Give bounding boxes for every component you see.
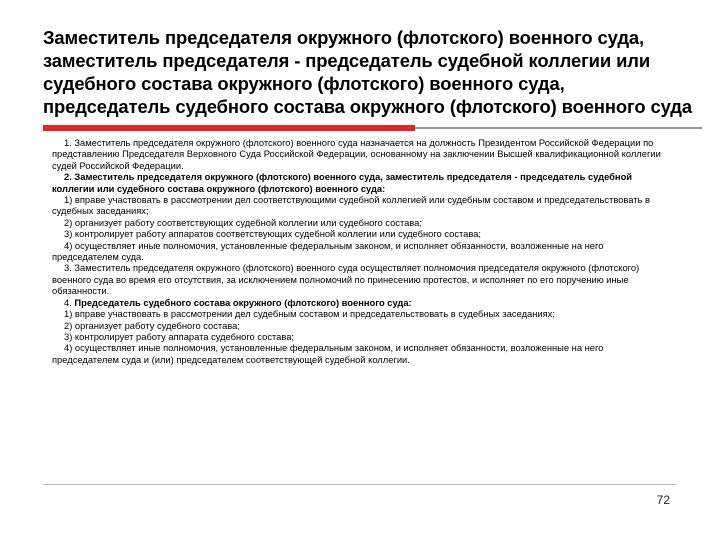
slide-body	[52, 138, 668, 366]
list-item: 2) организует работу судебного состава;	[64, 320, 240, 331]
title-line: судебного состава окружного (флотского) военного суда,	[43, 73, 565, 94]
paragraph-4	[52, 298, 668, 309]
title-line: заместитель председателя - председатель судебной коллегии или	[43, 50, 651, 71]
list-item: 4) осуществляет иные полномочия, установленные федеральным законом, и исполняет обязанности, возложенные на него председателем суда и (или) председателем соответствующей судебной коллегии.	[52, 343, 604, 365]
paragraph-2: 2. Заместитель председателя окружного (флотского) военного суда, заместитель председателя - председатель судебной коллегии или судебного состава окружного (флотского) военного суда:	[52, 172, 633, 194]
paragraph-4-number: 4.	[64, 297, 75, 308]
list-item: 4) осуществляет иные полномочия, установленные федеральным законом, и исполняет обязанности, возложенные на него председателем суда.	[52, 240, 604, 263]
footer-divider	[43, 484, 676, 485]
paragraph-4-heading: Председатель судебного состава окружного (флотского) военного суда:	[74, 297, 412, 308]
accent-rule-red	[43, 125, 415, 131]
page-number: 72	[656, 493, 670, 507]
list-item: 3) контролирует работу аппарата судебного состава;	[64, 331, 295, 342]
accent-rule-gray	[415, 127, 702, 129]
list-item: 1) вправе участвовать в рассмотрении дел соответствующими судебной коллегией или судебным составом и председательствовать в судебных заседаниях;	[52, 195, 650, 217]
list-item: 1) вправе участвовать в рассмотрении дел судебным составом и председательствовать в судебных заседаниях;	[64, 309, 555, 320]
paragraph-1: 1. Заместитель председателя окружного (флотского) военного суда назначается на должность Президентом Российской Федерации по представлению Председателя Верховного Суда Российской Федерации, основанному на заключении Высшей квалификационной коллегии судей Российской Федерации.	[52, 138, 661, 171]
list-item: 3) контролирует работу аппаратов соответствующих судебной коллегии или судебного состава;	[64, 229, 482, 240]
title-line: председатель судебного состава окружного (флотского) военного суда	[43, 96, 692, 117]
slide-title	[43, 26, 703, 118]
list-item: 2) организует работу соответствующих судебной коллегии или судебного состава;	[64, 217, 422, 228]
title-line: Заместитель председателя окружного (флотского) военного суда,	[43, 27, 645, 48]
paragraph-3: 3. Заместитель председателя окружного (флотского) военного суда осуществляет полномочия председателя окружного (флотского) военного суда во время его отсутствия, за исключением полномочий по принесению протестов, и исполняет по его поручению иные обязанности.	[52, 263, 640, 297]
